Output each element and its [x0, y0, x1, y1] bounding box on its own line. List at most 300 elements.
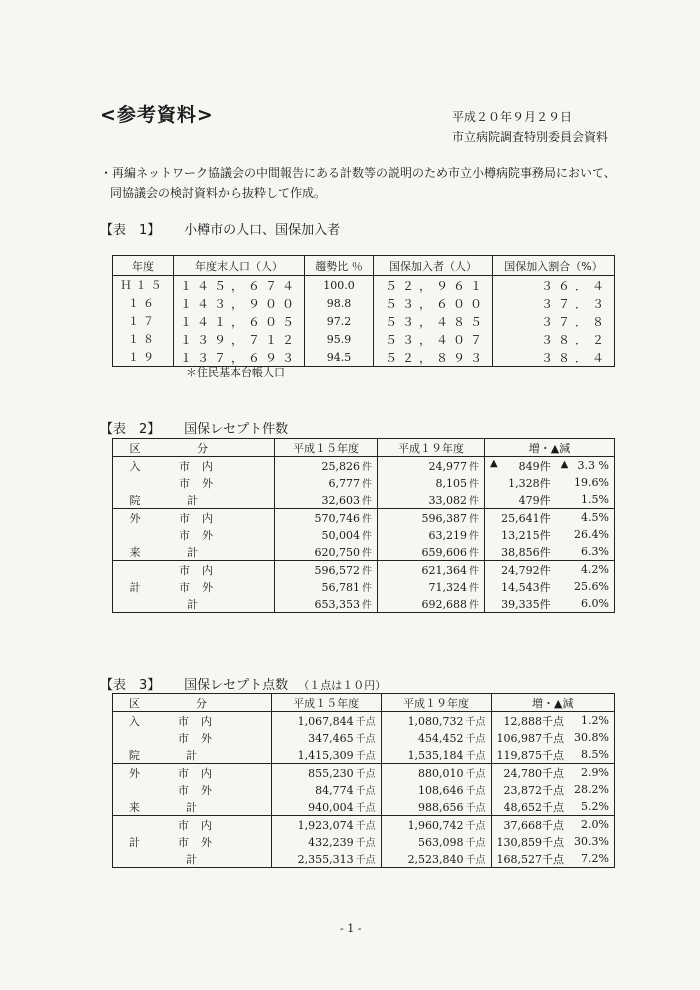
table-row — [113, 312, 615, 330]
value-cell — [275, 526, 378, 543]
population-table-body — [113, 276, 615, 367]
unit-label: 件 — [469, 462, 479, 473]
document-date: 平成２０年９月２９日 — [452, 110, 573, 124]
percent-number: 30.8% — [574, 731, 609, 744]
table3-title: 国保レセプト点数 — [184, 678, 289, 693]
subcategory-cell: 計 — [157, 491, 275, 509]
table-cell: １４５，６７４ — [174, 276, 305, 295]
table-row — [113, 509, 615, 527]
unit-label: 千点 — [355, 838, 376, 849]
column-header: 区 — [113, 694, 156, 712]
table-row — [113, 729, 615, 746]
table2-tag: 【表 2】 — [100, 422, 161, 437]
value-number: 940,004 — [308, 801, 354, 814]
table-row — [113, 595, 615, 613]
category-cell: 外 — [113, 764, 156, 782]
value-cell — [378, 457, 485, 475]
value-number: 596,572 — [314, 564, 360, 577]
category-cell: 院 — [113, 491, 158, 509]
value-number: 71,324 — [428, 581, 467, 594]
table-header-row — [113, 694, 615, 712]
table-row — [113, 578, 615, 595]
unit-label: 千点 — [542, 852, 565, 866]
difference-cell — [491, 729, 569, 746]
value-cell — [275, 578, 378, 595]
value-cell — [271, 746, 381, 764]
table-row — [113, 294, 615, 312]
percent-number: 5.2% — [581, 800, 609, 813]
percent-cell — [556, 561, 615, 579]
value-cell — [271, 850, 381, 868]
unit-label: 千点 — [355, 855, 376, 866]
difference-number: 119,875 — [496, 748, 543, 762]
value-number: 855,230 — [308, 767, 354, 780]
table2-caption — [100, 418, 288, 437]
category-cell: 入 — [113, 712, 156, 730]
unit-label: 千点 — [465, 838, 486, 849]
value-number: 347,465 — [308, 732, 354, 745]
value-cell — [381, 781, 491, 798]
unit-label: 件 — [362, 566, 372, 577]
unit-label: 千点 — [465, 803, 486, 814]
value-number: 692,688 — [421, 598, 467, 611]
difference-number: 1,328 — [508, 476, 540, 490]
category-cell: 計 — [113, 833, 156, 850]
unit-label: 件 — [539, 597, 551, 611]
subcategory-cell: 市外 — [156, 729, 271, 746]
table-cell: 98.8 — [305, 294, 374, 312]
unit-label: 千点 — [465, 734, 486, 745]
unit-label: 件 — [362, 548, 372, 559]
unit-label: 件 — [362, 583, 372, 594]
value-cell — [271, 764, 381, 782]
unit-label: 千点 — [465, 717, 486, 728]
unit-label: 件 — [539, 528, 551, 542]
difference-number: 37,668 — [503, 818, 543, 832]
value-number: 84,774 — [315, 784, 354, 797]
category-cell — [113, 474, 158, 491]
percent-number: 1.5% — [581, 493, 609, 506]
category-cell: 来 — [113, 798, 156, 816]
percent-cell — [569, 764, 614, 782]
table-row — [113, 561, 615, 579]
percent-number: 3.3 % — [577, 459, 609, 472]
receipt-count-table — [112, 438, 615, 613]
table-cell: 95.9 — [305, 330, 374, 348]
value-cell — [275, 543, 378, 561]
value-number: 25,826 — [321, 460, 360, 473]
committee-name: 市立病院調査特別委員会資料 — [452, 130, 609, 144]
table-cell: １４１，６０５ — [174, 312, 305, 330]
column-header: 国保加入者（人） — [374, 256, 493, 276]
value-number: 6,777 — [328, 477, 360, 490]
column-header: 平成１９年度 — [378, 439, 485, 457]
subcategory-cell: 市内 — [157, 561, 275, 579]
value-cell — [381, 746, 491, 764]
intro-paragraph — [100, 163, 640, 203]
difference-cell — [491, 798, 569, 816]
value-number: 56,781 — [321, 581, 360, 594]
value-cell — [275, 491, 378, 509]
difference-number: 24,792 — [501, 563, 540, 577]
value-number: 1,067,844 — [297, 715, 354, 728]
unit-label: 千点 — [355, 717, 376, 728]
table-cell: １３７，６９３ — [174, 348, 305, 367]
value-number: 1,415,309 — [297, 749, 354, 762]
difference-cell — [491, 850, 569, 868]
difference-cell — [485, 561, 556, 579]
value-number: 1,960,742 — [407, 819, 464, 832]
table-cell: １８ — [113, 330, 174, 348]
percent-cell — [556, 457, 615, 475]
table-cell: １４３，９００ — [174, 294, 305, 312]
value-cell — [378, 561, 485, 579]
unit-label: 件 — [362, 514, 372, 525]
value-cell — [378, 526, 485, 543]
difference-cell — [485, 543, 556, 561]
column-header: 国保加入割合（%） — [493, 256, 615, 276]
table-cell: ３７．３ — [493, 294, 615, 312]
value-number: 1,923,074 — [297, 819, 354, 832]
difference-number: 39,335 — [501, 597, 540, 611]
unit-label: 千点 — [542, 731, 565, 745]
value-number: 570,746 — [314, 512, 360, 525]
table3-caption — [100, 674, 386, 693]
category-cell: 院 — [113, 746, 156, 764]
table1-footnote: ＊住民基本台帳人口 — [186, 366, 285, 379]
value-cell — [378, 595, 485, 613]
unit-label: 件 — [362, 496, 372, 507]
table-cell: １９ — [113, 348, 174, 367]
difference-number: 48,652 — [503, 800, 543, 814]
value-number: 620,750 — [314, 546, 360, 559]
difference-cell — [491, 712, 569, 730]
table-cell: ３８．２ — [493, 330, 615, 348]
receipt-count-body — [113, 457, 615, 613]
subcategory-cell: 計 — [157, 543, 275, 561]
percent-number: 7.2% — [581, 852, 609, 865]
column-header: 増・▲減 — [485, 439, 615, 457]
table-cell: １６ — [113, 294, 174, 312]
percent-number: 1.2% — [581, 714, 609, 727]
unit-label: 千点 — [542, 783, 565, 797]
receipt-points-body — [113, 712, 615, 868]
value-cell — [378, 578, 485, 595]
value-number: 1,535,184 — [407, 749, 464, 762]
category-cell: 外 — [113, 509, 158, 527]
category-cell: 来 — [113, 543, 158, 561]
table-cell: ５２，９６１ — [374, 276, 493, 295]
unit-label: 件 — [362, 462, 372, 473]
unit-label: 件 — [469, 600, 479, 611]
unit-label: 件 — [362, 600, 372, 611]
percent-cell — [556, 578, 615, 595]
difference-number: 479 — [518, 493, 540, 507]
category-cell — [113, 816, 156, 834]
unit-label: 件 — [539, 563, 551, 577]
value-number: 50,004 — [321, 529, 360, 542]
table-cell: ３６．４ — [493, 276, 615, 295]
difference-number: 106,987 — [496, 731, 543, 745]
value-cell — [275, 595, 378, 613]
percent-cell — [556, 543, 615, 561]
value-number: 1,080,732 — [407, 715, 464, 728]
table-row — [113, 457, 615, 475]
percent-cell — [556, 526, 615, 543]
unit-label: 千点 — [542, 818, 565, 832]
unit-label: 千点 — [465, 769, 486, 780]
percent-number: 6.3% — [581, 545, 609, 558]
column-header: 年度末人口（人） — [174, 256, 305, 276]
unit-label: 千点 — [465, 751, 486, 762]
difference-number: 23,872 — [503, 783, 543, 797]
percent-number: 8.5% — [581, 748, 609, 761]
subcategory-cell: 計 — [156, 746, 271, 764]
unit-label: 千点 — [465, 855, 486, 866]
value-cell — [271, 833, 381, 850]
value-cell — [378, 543, 485, 561]
table-cell: 100.0 — [305, 276, 374, 295]
value-cell — [381, 850, 491, 868]
value-number: 432,239 — [308, 836, 354, 849]
difference-cell — [491, 816, 569, 834]
table-row — [113, 764, 615, 782]
percent-cell — [569, 729, 614, 746]
category-cell: 入 — [113, 457, 158, 475]
value-cell — [378, 509, 485, 527]
table-cell: ５２，８９３ — [374, 348, 493, 367]
table-header-row — [113, 256, 615, 276]
unit-label: 千点 — [542, 766, 565, 780]
page-number: - 1 - — [340, 922, 362, 935]
percent-number: 26.4% — [574, 528, 609, 541]
value-cell — [271, 712, 381, 730]
value-cell — [381, 729, 491, 746]
unit-label: 千点 — [355, 821, 376, 832]
value-cell — [271, 781, 381, 798]
value-number: 2,355,313 — [297, 853, 354, 866]
unit-label: 千点 — [355, 751, 376, 762]
subcategory-cell: 市外 — [157, 578, 275, 595]
subcategory-cell: 市外 — [157, 526, 275, 543]
unit-label: 千点 — [542, 835, 565, 849]
unit-label: 件 — [539, 459, 551, 473]
percent-cell — [556, 509, 615, 527]
difference-cell — [491, 764, 569, 782]
percent-number: 30.3% — [574, 835, 609, 848]
difference-number: 13,215 — [501, 528, 540, 542]
value-cell — [275, 561, 378, 579]
value-number: 454,452 — [418, 732, 464, 745]
subcategory-cell: 市外 — [157, 474, 275, 491]
table-row — [113, 781, 615, 798]
difference-cell — [485, 578, 556, 595]
difference-cell — [491, 833, 569, 850]
percent-number: 25.6% — [574, 580, 609, 593]
table-row — [113, 526, 615, 543]
unit-label: 件 — [469, 514, 479, 525]
table-row — [113, 798, 615, 816]
percent-number: 2.9% — [581, 766, 609, 779]
difference-number: 25,641 — [501, 511, 540, 525]
difference-cell — [485, 526, 556, 543]
unit-label: 件 — [539, 493, 551, 507]
percent-cell — [569, 798, 614, 816]
difference-cell — [491, 781, 569, 798]
category-cell: 計 — [113, 578, 158, 595]
percent-cell — [556, 474, 615, 491]
receipt-points-table — [112, 693, 615, 868]
decrease-triangle-icon: ▲ — [560, 459, 569, 470]
category-cell — [113, 561, 158, 579]
unit-label: 件 — [539, 580, 551, 594]
percent-cell — [569, 746, 614, 764]
value-cell — [378, 491, 485, 509]
table-row — [113, 491, 615, 509]
value-number: 108,646 — [418, 784, 464, 797]
subcategory-cell: 市内 — [156, 816, 271, 834]
column-header: 分 — [157, 439, 275, 457]
subcategory-cell: 計 — [156, 850, 271, 868]
table1-title: 小樽市の人口、国保加入者 — [184, 223, 341, 238]
unit-label: 千点 — [355, 786, 376, 797]
table1-caption — [100, 219, 340, 238]
percent-cell — [569, 781, 614, 798]
category-cell — [113, 729, 156, 746]
table1-tag: 【表 1】 — [100, 223, 161, 238]
unit-label: 千点 — [355, 734, 376, 745]
difference-number: 849 — [518, 459, 540, 473]
table-cell: Ｈ１５ — [113, 276, 174, 295]
column-header: 区 — [113, 439, 158, 457]
table-cell: ５３，６００ — [374, 294, 493, 312]
unit-label: 件 — [469, 479, 479, 490]
unit-label: 千点 — [465, 821, 486, 832]
table-row — [113, 712, 615, 730]
percent-cell — [569, 816, 614, 834]
column-header: 増・▲減 — [491, 694, 614, 712]
unit-label: 千点 — [465, 786, 486, 797]
table-cell: １７ — [113, 312, 174, 330]
difference-cell — [491, 746, 569, 764]
difference-cell — [485, 491, 556, 509]
percent-number: 19.6% — [574, 476, 609, 489]
difference-cell — [485, 457, 556, 475]
value-number: 8,105 — [435, 477, 467, 490]
unit-label: 千点 — [542, 714, 565, 728]
table-cell: 97.2 — [305, 312, 374, 330]
value-number: 880,010 — [418, 767, 464, 780]
value-number: 563,098 — [418, 836, 464, 849]
subcategory-cell: 市内 — [156, 764, 271, 782]
table-row — [113, 474, 615, 491]
table-cell: 94.5 — [305, 348, 374, 367]
difference-cell — [485, 474, 556, 491]
percent-cell — [569, 712, 614, 730]
table-cell: ５３，４０７ — [374, 330, 493, 348]
value-cell — [381, 798, 491, 816]
value-number: 659,606 — [421, 546, 467, 559]
unit-label: 件 — [539, 545, 551, 559]
column-header: 分 — [156, 694, 271, 712]
value-number: 653,353 — [314, 598, 360, 611]
percent-cell — [556, 491, 615, 509]
value-number: 33,082 — [428, 494, 467, 507]
table-row — [113, 543, 615, 561]
category-cell — [113, 781, 156, 798]
percent-number: 6.0% — [581, 597, 609, 610]
table-row — [113, 833, 615, 850]
table3-note: （１点は１０円） — [298, 679, 387, 692]
subcategory-cell: 計 — [157, 595, 275, 613]
unit-label: 件 — [469, 548, 479, 559]
percent-cell — [556, 595, 615, 613]
percent-number: 4.5% — [581, 511, 609, 524]
percent-number: 2.0% — [581, 818, 609, 831]
intro-line-2: 同協議会の検討資料から抜粋して作成。 — [110, 186, 327, 200]
document-title: <参考資料> — [100, 104, 214, 126]
category-cell — [113, 850, 156, 868]
value-cell — [271, 729, 381, 746]
value-number: 2,523,840 — [407, 853, 464, 866]
difference-number: 14,543 — [501, 580, 540, 594]
difference-number: 130,859 — [496, 835, 543, 849]
difference-cell — [485, 595, 556, 613]
table-row — [113, 746, 615, 764]
value-cell — [381, 712, 491, 730]
column-header: 平成１５年度 — [275, 439, 378, 457]
subcategory-cell: 市外 — [156, 833, 271, 850]
column-header: 趨勢比 ％ — [305, 256, 374, 276]
value-cell — [275, 474, 378, 491]
value-cell — [271, 798, 381, 816]
value-cell — [275, 457, 378, 475]
unit-label: 件 — [362, 531, 372, 542]
category-cell — [113, 595, 158, 613]
unit-label: 千点 — [355, 769, 376, 780]
unit-label: 千点 — [355, 803, 376, 814]
value-cell — [275, 509, 378, 527]
value-cell — [381, 816, 491, 834]
column-header: 平成１５年度 — [271, 694, 381, 712]
column-header: 平成１９年度 — [381, 694, 491, 712]
value-cell — [381, 833, 491, 850]
percent-cell — [569, 850, 614, 868]
value-cell — [378, 474, 485, 491]
subcategory-cell: 市内 — [156, 712, 271, 730]
table2-title: 国保レセプト件数 — [184, 422, 289, 437]
unit-label: 千点 — [542, 748, 565, 762]
unit-label: 千点 — [542, 800, 565, 814]
value-number: 596,387 — [421, 512, 467, 525]
subcategory-cell: 市外 — [156, 781, 271, 798]
intro-line-1: ・再編ネットワーク協議会の中間報告にある計数等の説明のため市立小樽病院事務局において、 — [100, 166, 616, 180]
value-number: 32,603 — [321, 494, 360, 507]
table3-tag: 【表 3】 — [100, 678, 161, 693]
value-number: 63,219 — [428, 529, 467, 542]
difference-number: 12,888 — [503, 714, 543, 728]
table-cell: ３７．８ — [493, 312, 615, 330]
value-cell — [381, 764, 491, 782]
table-row — [113, 330, 615, 348]
unit-label: 件 — [469, 566, 479, 577]
unit-label: 件 — [539, 476, 551, 490]
unit-label: 件 — [469, 583, 479, 594]
value-cell — [271, 816, 381, 834]
difference-number: 38,856 — [501, 545, 540, 559]
table-row — [113, 276, 615, 295]
subcategory-cell: 市内 — [157, 509, 275, 527]
